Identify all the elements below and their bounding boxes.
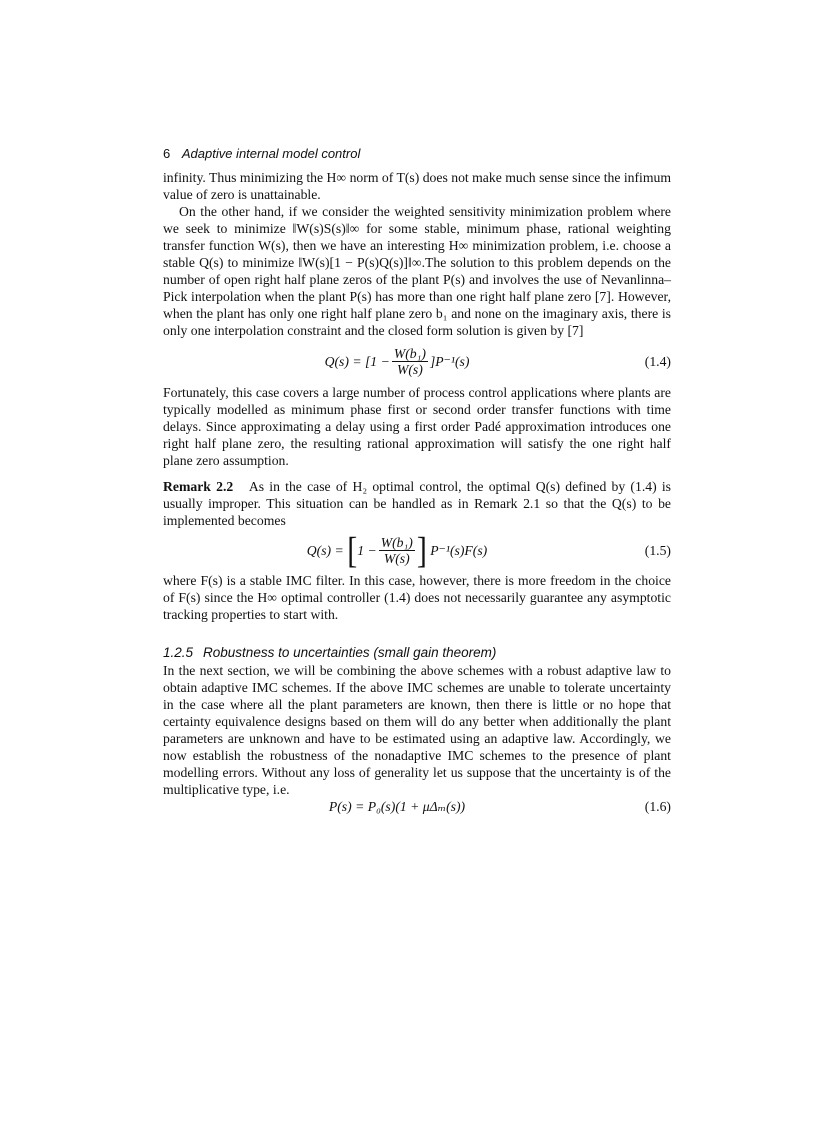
paragraph-1: infinity. Thus minimizing the H∞ norm of T(s) does not make much sense since the infimum value of zero is unattainable. — [163, 170, 671, 202]
equation-1-5-label: (1.5) — [644, 542, 671, 558]
paragraph-2: On the other hand, if we consider the weighted sensitivity minimization problem where we seek to minimize ‖W(s)S(s)‖∞ for some stable, minimum phase, rational weighting transfer function W(s), then we have an interesting H∞ minimization problem, i.e. choose a stable Q(s) to minimize ‖W(s)[1 − P(s)Q(s)]‖∞.The solution to this problem depends on the number of open right half plane zeros of the plant P(s) and involves the use of Nevanlinna–Pick interpolation when the plant P(s) has more than one right half plane zero [7]. However, when the plant has only one right half plane zero b₁ and none on the imaginary axis, there is only one interpolation constraint and the closed form solution is given by [7] — [163, 204, 671, 338]
page-content — [163, 146, 671, 815]
eq14-denominator: W(s) — [396, 362, 423, 377]
page-number: 6 — [163, 146, 171, 161]
equation-1-6-body — [163, 799, 631, 815]
section-number: 1.2.5 — [163, 645, 194, 660]
equation-1-4-body — [163, 346, 631, 377]
section-title: Robustness to uncertainties (small gain theorem) — [203, 645, 497, 660]
paragraph-6: In the next section, we will be combining the above schemes with a robust adaptive law to obtain adaptive IMC schemes. If the above IMC schemes are unable to tolerate uncertainty in the case where all the plant parameters are known, then there is little or no hope that certainty equivalence designs based on them will do any better when additionally the plant parameters are unknown and have to be estimated using an adaptive law. Accordingly, we now establish the robustness of the nonadaptive IMC schemes to the presence of plant modelling errors. Without any loss of generality let us suppose that the uncertainty is of the multiplicative type, i.e. — [163, 663, 671, 797]
eq15-one-minus: 1 − — [357, 542, 377, 558]
equation-1-6-label: (1.6) — [644, 799, 671, 814]
eq16-expression: P(s) = P₀(s)(1 + μΔₘ(s)) — [328, 799, 466, 814]
paragraph-5: where F(s) is a stable IMC filter. In this case, however, there is more freedom in the choice of F(s) since the H∞ optimal controller (1.4) does not necessarily guarantee any asymptotic tracking properties to start with. — [163, 573, 671, 622]
section-heading — [163, 645, 671, 660]
equation-1-5 — [163, 529, 671, 571]
equation-1-6 — [163, 799, 671, 815]
equation-1-4-label: (1.4) — [644, 353, 671, 369]
eq14-numerator: W(b₁) — [393, 346, 426, 361]
remark-2-2 — [163, 478, 671, 529]
eq14-fraction — [392, 346, 428, 377]
running-header — [163, 146, 671, 161]
eq15-lhs: Q(s) = — [306, 542, 344, 558]
remark-text: As in the case of H₂ optimal control, the optimal Q(s) defined by (1.4) is usually improper. This situation can be handled as in Remark 2.1 so that the Q(s) to be implemented becomes — [163, 479, 671, 528]
paragraph-3: Fortunately, this case covers a large number of process control applications where plants are typically modelled as minimum phase first or second order transfer functions with time delays. Since approximating a delay using a first order Padé approximation introduces one right half plane zero, the resulting rational approximation will satisfy the one right half plane zero assumption. — [163, 385, 671, 468]
eq14-lhs: Q(s) = [1 − — [324, 353, 390, 369]
eq15-denominator: W(s) — [383, 551, 410, 566]
equation-1-4 — [163, 346, 671, 377]
equation-1-5-body — [163, 529, 631, 571]
remark-heading: Remark 2.2 — [163, 479, 234, 494]
eq14-rhs: ]P⁻¹(s) — [429, 353, 470, 369]
eq15-open-bracket: [ — [347, 529, 358, 571]
running-title: Adaptive internal model control — [181, 146, 361, 161]
eq15-close-bracket: ] — [416, 529, 427, 571]
eq15-rhs: P⁻¹(s)F(s) — [430, 542, 488, 558]
eq15-fraction — [379, 535, 415, 566]
eq15-numerator: W(b₁) — [380, 535, 413, 550]
